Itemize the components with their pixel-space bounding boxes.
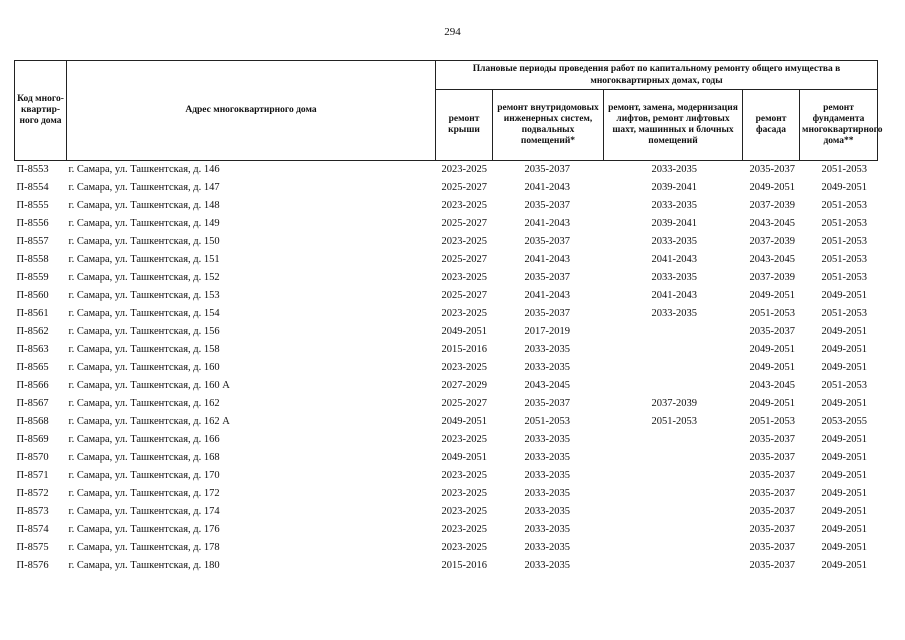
table-row <box>15 215 878 233</box>
cell-foundation: 2049-2051 <box>821 542 867 553</box>
cell-facade: 2049-2051 <box>749 398 795 409</box>
cell-address: г. Самара, ул. Ташкентская, д. 148 <box>68 200 220 211</box>
cell-address: г. Самара, ул. Ташкентская, д. 174 <box>68 506 220 517</box>
cell-roof: 2049-2051 <box>441 326 487 337</box>
header-lifts: ремонт, замена, модернизация лифтов, ремонт лифтовых шахт, машинных и блочных помещений <box>604 90 743 161</box>
cell-code: П-8553 <box>16 164 49 175</box>
cell-address: г. Самара, ул. Ташкентская, д. 152 <box>68 272 220 283</box>
cell-lifts: 2033-2035 <box>651 236 697 247</box>
cell-address: г. Самара, ул. Ташкентская, д. 180 <box>68 560 220 571</box>
cell-roof: 2023-2025 <box>441 488 487 499</box>
cell-roof: 2023-2025 <box>441 470 487 481</box>
cell-engineering: 2041-2043 <box>524 182 570 193</box>
cell-facade: 2035-2037 <box>749 524 795 535</box>
cell-foundation: 2049-2051 <box>821 452 867 463</box>
cell-code: П-8558 <box>16 254 49 265</box>
cell-code: П-8566 <box>16 380 49 391</box>
cell-foundation: 2051-2053 <box>821 308 867 319</box>
table-row <box>15 377 878 395</box>
cell-roof: 2023-2025 <box>441 434 487 445</box>
cell-facade: 2049-2051 <box>749 362 795 373</box>
cell-engineering: 2035-2037 <box>524 398 570 409</box>
cell-lifts: 2051-2053 <box>651 416 697 427</box>
cell-facade: 2035-2037 <box>749 506 795 517</box>
cell-code: П-8563 <box>16 344 49 355</box>
cell-code: П-8567 <box>16 398 49 409</box>
header-roof: ремонт крыши <box>436 90 493 161</box>
cell-address: г. Самара, ул. Ташкентская, д. 154 <box>68 308 220 319</box>
cell-lifts <box>604 323 743 341</box>
cell-engineering: 2043-2045 <box>524 380 570 391</box>
cell-lifts: 2037-2039 <box>651 398 697 409</box>
table-row <box>15 467 878 485</box>
cell-address: г. Самара, ул. Ташкентская, д. 168 <box>68 452 220 463</box>
cell-roof: 2025-2027 <box>441 254 487 265</box>
cell-code: П-8571 <box>16 470 49 481</box>
cell-address: г. Самара, ул. Ташкентская, д. 172 <box>68 488 220 499</box>
cell-facade: 2049-2051 <box>749 344 795 355</box>
header-engineering: ремонт внутридомовых инженерных систем, подвальных помещений* <box>493 90 604 161</box>
cell-engineering: 2035-2037 <box>524 200 570 211</box>
cell-roof: 2025-2027 <box>441 290 487 301</box>
cell-facade: 2049-2051 <box>749 182 795 193</box>
table-row <box>15 323 878 341</box>
cell-foundation: 2051-2053 <box>821 236 867 247</box>
cell-foundation: 2049-2051 <box>821 488 867 499</box>
cell-foundation: 2049-2051 <box>821 182 867 193</box>
cell-address: г. Самара, ул. Ташкентская, д. 160 А <box>68 380 230 391</box>
cell-engineering: 2041-2043 <box>524 290 570 301</box>
cell-address: г. Самара, ул. Ташкентская, д. 170 <box>68 470 220 481</box>
table-row <box>15 197 878 215</box>
cell-foundation: 2051-2053 <box>821 380 867 391</box>
cell-lifts: 2041-2043 <box>651 254 697 265</box>
cell-engineering: 2035-2037 <box>524 164 570 175</box>
cell-foundation: 2051-2053 <box>821 272 867 283</box>
table-body <box>15 161 878 576</box>
cell-address: г. Самара, ул. Ташкентская, д. 147 <box>68 182 220 193</box>
cell-foundation: 2049-2051 <box>821 326 867 337</box>
cell-code: П-8560 <box>16 290 49 301</box>
cell-address: г. Самара, ул. Ташкентская, д. 149 <box>68 218 220 229</box>
cell-lifts: 2039-2041 <box>651 218 697 229</box>
header-foundation: ремонт фундамента многоквартирного дома** <box>800 90 878 161</box>
table-row <box>15 521 878 539</box>
cell-roof: 2023-2025 <box>441 200 487 211</box>
cell-facade: 2035-2037 <box>749 470 795 481</box>
table-row <box>15 359 878 377</box>
cell-foundation: 2049-2051 <box>821 290 867 301</box>
table-row <box>15 269 878 287</box>
cell-roof: 2025-2027 <box>441 218 487 229</box>
cell-engineering: 2035-2037 <box>524 272 570 283</box>
cell-roof: 2023-2025 <box>441 272 487 283</box>
cell-lifts <box>604 521 743 539</box>
cell-address: г. Самара, ул. Ташкентская, д. 160 <box>68 362 220 373</box>
table-row <box>15 449 878 467</box>
cell-code: П-8569 <box>16 434 49 445</box>
cell-facade: 2037-2039 <box>749 236 795 247</box>
table-row <box>15 413 878 431</box>
cell-roof: 2049-2051 <box>441 416 487 427</box>
cell-code: П-8565 <box>16 362 49 373</box>
cell-foundation: 2051-2053 <box>821 254 867 265</box>
cell-engineering: 2033-2035 <box>524 560 570 571</box>
cell-roof: 2023-2025 <box>441 542 487 553</box>
cell-lifts <box>604 341 743 359</box>
cell-address: г. Самара, ул. Ташкентская, д. 156 <box>68 326 220 337</box>
cell-facade: 2035-2037 <box>749 434 795 445</box>
cell-facade: 2043-2045 <box>749 218 795 229</box>
table-row <box>15 179 878 197</box>
cell-engineering: 2033-2035 <box>524 434 570 445</box>
header-code: Код много-квартир-ного дома <box>15 61 67 161</box>
cell-code: П-8555 <box>16 200 49 211</box>
cell-roof: 2023-2025 <box>441 164 487 175</box>
cell-engineering: 2041-2043 <box>524 218 570 229</box>
header-planned-periods: Плановые периоды проведения работ по капитальному ремонту общего имущества в многоквартирных домах, годы <box>436 61 878 90</box>
cell-lifts: 2041-2043 <box>651 290 697 301</box>
cell-roof: 2025-2027 <box>441 398 487 409</box>
cell-engineering: 2017-2019 <box>524 326 570 337</box>
cell-engineering: 2035-2037 <box>524 308 570 319</box>
cell-address: г. Самара, ул. Ташкентская, д. 153 <box>68 290 220 301</box>
cell-engineering: 2051-2053 <box>524 416 570 427</box>
cell-address: г. Самара, ул. Ташкентская, д. 176 <box>68 524 220 535</box>
cell-foundation: 2049-2051 <box>821 506 867 517</box>
table-row <box>15 485 878 503</box>
cell-code: П-8576 <box>16 560 49 571</box>
cell-address: г. Самара, ул. Ташкентская, д. 150 <box>68 236 220 247</box>
cell-address: г. Самара, ул. Ташкентская, д. 162 А <box>68 416 230 427</box>
cell-roof: 2023-2025 <box>441 524 487 535</box>
cell-foundation: 2049-2051 <box>821 434 867 445</box>
table-row <box>15 503 878 521</box>
cell-lifts <box>604 467 743 485</box>
header-facade: ремонт фасада <box>743 90 800 161</box>
cell-lifts <box>604 431 743 449</box>
page-number: 294 <box>444 26 461 38</box>
cell-facade: 2035-2037 <box>749 488 795 499</box>
cell-roof: 2049-2051 <box>441 452 487 463</box>
table-row <box>15 233 878 251</box>
cell-engineering: 2033-2035 <box>524 488 570 499</box>
cell-engineering: 2033-2035 <box>524 506 570 517</box>
cell-facade: 2035-2037 <box>749 560 795 571</box>
cell-address: г. Самара, ул. Ташкентская, д. 146 <box>68 164 220 175</box>
cell-roof: 2015-2016 <box>441 344 487 355</box>
cell-address: г. Самара, ул. Ташкентская, д. 151 <box>68 254 220 265</box>
cell-facade: 2051-2053 <box>749 416 795 427</box>
cell-code: П-8562 <box>16 326 49 337</box>
cell-lifts: 2039-2041 <box>651 182 697 193</box>
cell-lifts <box>604 359 743 377</box>
table-row <box>15 287 878 305</box>
cell-code: П-8557 <box>16 236 49 247</box>
cell-foundation: 2053-2055 <box>821 416 867 427</box>
cell-roof: 2025-2027 <box>441 182 487 193</box>
cell-code: П-8556 <box>16 218 49 229</box>
cell-roof: 2023-2025 <box>441 236 487 247</box>
cell-facade: 2051-2053 <box>749 308 795 319</box>
table-row <box>15 161 878 180</box>
table-row <box>15 305 878 323</box>
cell-address: г. Самара, ул. Ташкентская, д. 162 <box>68 398 220 409</box>
cell-address: г. Самара, ул. Ташкентская, д. 166 <box>68 434 220 445</box>
table-row <box>15 395 878 413</box>
cell-foundation: 2049-2051 <box>821 470 867 481</box>
cell-engineering: 2033-2035 <box>524 362 570 373</box>
cell-facade: 2049-2051 <box>749 290 795 301</box>
cell-facade: 2037-2039 <box>749 272 795 283</box>
cell-roof: 2015-2016 <box>441 560 487 571</box>
header-address: Адрес многоквартирного дома <box>67 61 436 161</box>
cell-code: П-8554 <box>16 182 49 193</box>
cell-roof: 2023-2025 <box>441 308 487 319</box>
cell-roof: 2027-2029 <box>441 380 487 391</box>
cell-address: г. Самара, ул. Ташкентская, д. 178 <box>68 542 220 553</box>
cell-engineering: 2033-2035 <box>524 542 570 553</box>
cell-engineering: 2033-2035 <box>524 524 570 535</box>
cell-lifts <box>604 557 743 575</box>
cell-lifts <box>604 485 743 503</box>
cell-foundation: 2049-2051 <box>821 560 867 571</box>
cell-engineering: 2033-2035 <box>524 452 570 463</box>
cell-engineering: 2035-2037 <box>524 236 570 247</box>
table-row <box>15 539 878 557</box>
cell-code: П-8559 <box>16 272 49 283</box>
cell-lifts <box>604 539 743 557</box>
cell-engineering: 2033-2035 <box>524 470 570 481</box>
cell-code: П-8574 <box>16 524 49 535</box>
cell-lifts: 2033-2035 <box>651 272 697 283</box>
cell-address: г. Самара, ул. Ташкентская, д. 158 <box>68 344 220 355</box>
header-row-group <box>15 61 878 90</box>
cell-facade: 2035-2037 <box>749 452 795 463</box>
cell-foundation: 2049-2051 <box>821 398 867 409</box>
cell-engineering: 2033-2035 <box>524 344 570 355</box>
cell-facade: 2043-2045 <box>749 380 795 391</box>
table-row <box>15 431 878 449</box>
table-row <box>15 557 878 575</box>
cell-facade: 2035-2037 <box>749 326 795 337</box>
cell-engineering: 2041-2043 <box>524 254 570 265</box>
cell-facade: 2037-2039 <box>749 200 795 211</box>
capital-repair-schedule-table <box>14 60 883 575</box>
cell-code: П-8568 <box>16 416 49 427</box>
cell-facade: 2035-2037 <box>749 542 795 553</box>
cell-lifts: 2033-2035 <box>651 200 697 211</box>
cell-lifts <box>604 377 743 395</box>
cell-lifts <box>604 503 743 521</box>
cell-facade: 2035-2037 <box>749 164 795 175</box>
cell-foundation: 2049-2051 <box>821 362 867 373</box>
cell-foundation: 2051-2053 <box>821 164 867 175</box>
table-row <box>15 251 878 269</box>
cell-foundation: 2051-2053 <box>821 200 867 211</box>
table-row <box>15 341 878 359</box>
cell-roof: 2023-2025 <box>441 362 487 373</box>
cell-code: П-8561 <box>16 308 49 319</box>
cell-code: П-8575 <box>16 542 49 553</box>
cell-foundation: 2051-2053 <box>821 218 867 229</box>
cell-foundation: 2049-2051 <box>821 344 867 355</box>
cell-lifts: 2033-2035 <box>651 308 697 319</box>
cell-code: П-8573 <box>16 506 49 517</box>
cell-lifts <box>604 449 743 467</box>
cell-foundation: 2049-2051 <box>821 524 867 535</box>
cell-code: П-8570 <box>16 452 49 463</box>
cell-facade: 2043-2045 <box>749 254 795 265</box>
cell-roof: 2023-2025 <box>441 506 487 517</box>
cell-lifts: 2033-2035 <box>651 164 697 175</box>
cell-code: П-8572 <box>16 488 49 499</box>
